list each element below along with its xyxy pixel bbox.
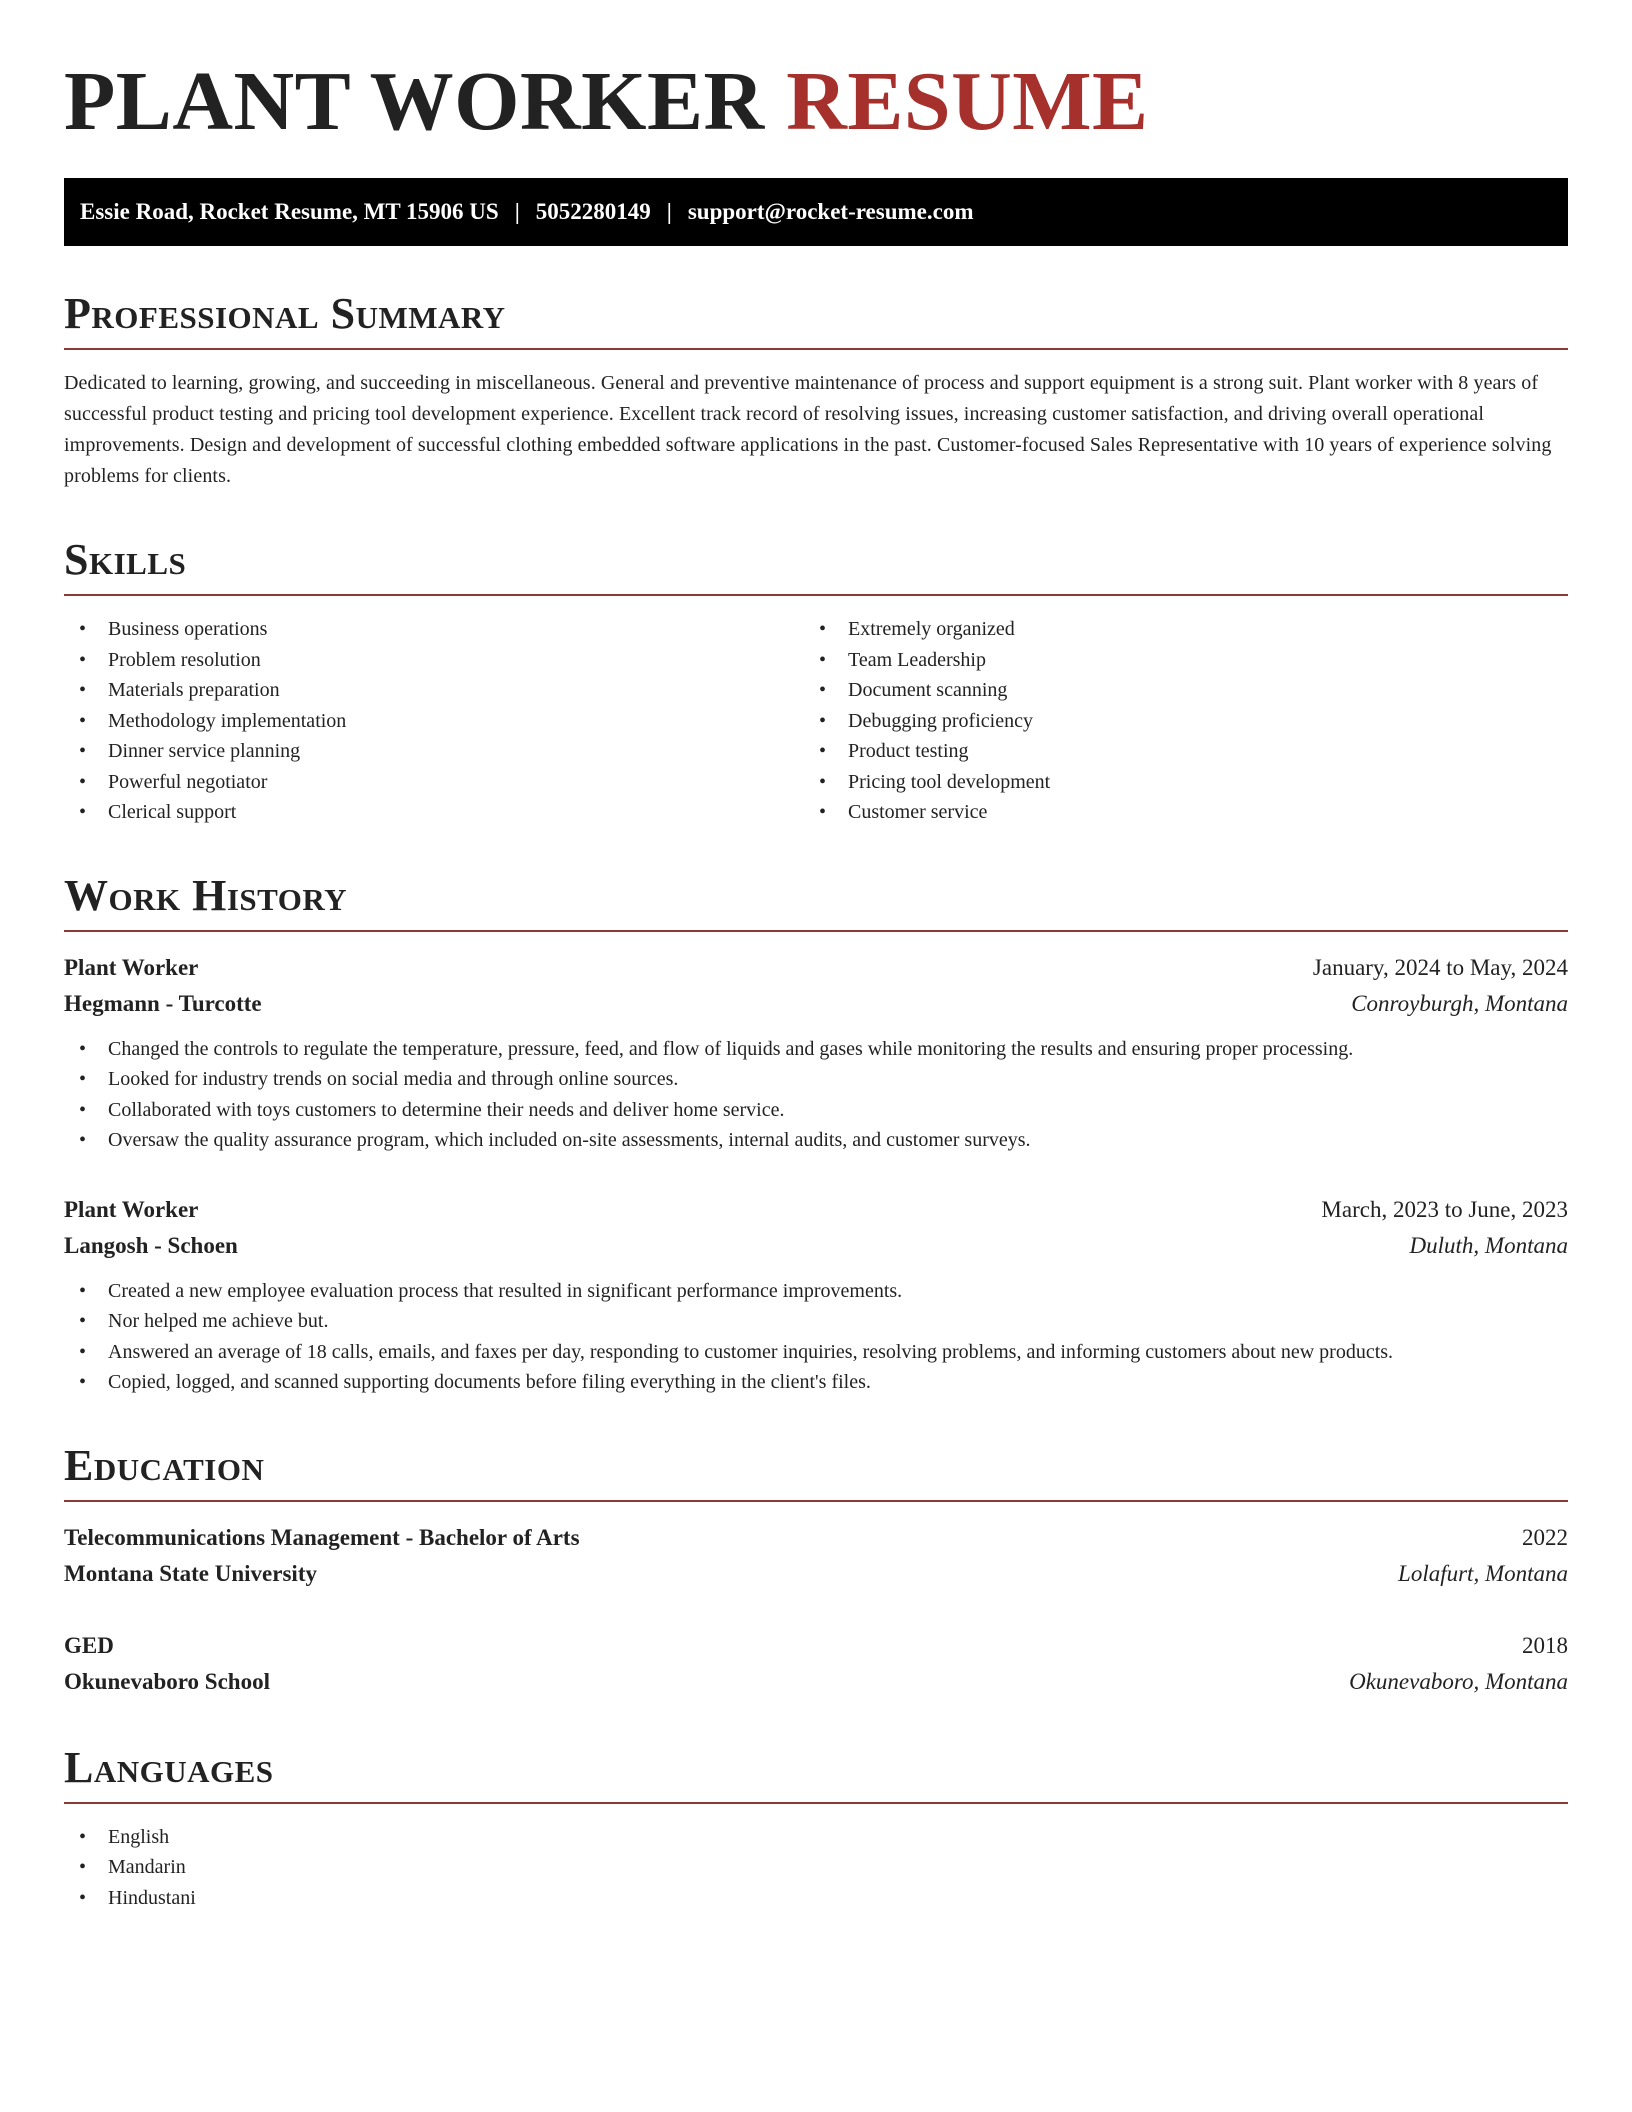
education-heading: Education xyxy=(64,1442,1568,1502)
skill-item: • Extremely organized xyxy=(804,614,1544,645)
language-item: • Mandarin xyxy=(64,1852,1568,1883)
education-school: Okunevaboro School xyxy=(64,1668,270,1694)
contact-email: support@rocket-resume.com xyxy=(687,199,974,224)
skills-heading: Skills xyxy=(64,536,1568,596)
contact-separator: | xyxy=(666,199,672,224)
education-location: Lolafurt, Montana xyxy=(1398,1560,1568,1586)
skills-list-right xyxy=(804,614,1544,828)
skills-list-left xyxy=(64,614,804,828)
languages-heading: Languages xyxy=(64,1744,1568,1804)
skills-columns xyxy=(64,614,1568,828)
languages-list xyxy=(64,1822,1568,1914)
job-title: Plant Worker xyxy=(64,954,199,980)
skill-item: • Document scanning xyxy=(804,675,1544,706)
skill-item: • Business operations xyxy=(64,614,804,645)
job-bullets xyxy=(64,1276,1568,1398)
job-company-row xyxy=(64,986,1568,1022)
education-entry xyxy=(64,1628,1568,1700)
job-bullet: • Answered an average of 18 calls, emails, and faxes per day, responding to customer inquiries, resolving problems, and informing customers about new products. xyxy=(64,1337,1568,1368)
skill-item: • Customer service xyxy=(804,797,1544,828)
education-school: Montana State University xyxy=(64,1560,317,1586)
skill-item: • Debugging proficiency xyxy=(804,706,1544,737)
skill-item: • Powerful negotiator xyxy=(64,767,804,798)
job-entry xyxy=(64,1192,1568,1398)
job-location: Duluth, Montana xyxy=(1409,1232,1568,1258)
contact-separator: | xyxy=(514,199,520,224)
skill-item: • Problem resolution xyxy=(64,645,804,676)
job-header-row xyxy=(64,1192,1568,1228)
education-degree-row xyxy=(64,1520,1568,1556)
work-history-heading: Work History xyxy=(64,872,1568,932)
language-item: • English xyxy=(64,1822,1568,1853)
resume-title xyxy=(64,52,1568,152)
summary-section xyxy=(64,290,1568,492)
job-bullet: • Looked for industry trends on social media and through online sources. xyxy=(64,1064,1568,1095)
job-bullet: • Copied, logged, and scanned supporting documents before filing everything in the client's files. xyxy=(64,1367,1568,1398)
skill-item: • Materials preparation xyxy=(64,675,804,706)
contact-bar xyxy=(64,178,1568,246)
education-section xyxy=(64,1442,1568,1700)
contact-address: Essie Road, Rocket Resume, MT 15906 US xyxy=(80,199,499,224)
education-entry xyxy=(64,1520,1568,1592)
summary-text: Dedicated to learning, growing, and succeeding in miscellaneous. General and preventive maintenance of process and support equipment is a strong suit. Plant worker with 8 years of successful product testing and pricing tool development experience. Excellent track record of resolving issues, increasing customer satisfaction, and driving overall operational improvements. Design and development of successful clothing embedded software applications in the past. Customer-focused Sales Representative with 10 years of experience solving problems for clients. xyxy=(64,372,1552,487)
job-location: Conroyburgh, Montana xyxy=(1351,990,1568,1016)
contact-phone: 5052280149 xyxy=(535,199,651,224)
job-bullet: • Created a new employee evaluation process that resulted in significant performance improvements. xyxy=(64,1276,1568,1307)
skill-item: • Methodology implementation xyxy=(64,706,804,737)
job-company: Langosh - Schoen xyxy=(64,1232,238,1258)
job-company-row xyxy=(64,1228,1568,1264)
job-bullet: • Changed the controls to regulate the temperature, pressure, feed, and flow of liquids and gases while monitoring the results and ensuring proper processing. xyxy=(64,1034,1568,1065)
job-bullet: • Nor helped me achieve but. xyxy=(64,1306,1568,1337)
education-year: 2022 xyxy=(1522,1524,1568,1550)
job-title: Plant Worker xyxy=(64,1196,199,1222)
skill-item: • Clerical support xyxy=(64,797,804,828)
job-dates: March, 2023 to June, 2023 xyxy=(1321,1196,1568,1222)
job-bullets xyxy=(64,1034,1568,1156)
skills-section xyxy=(64,536,1568,828)
work-history-section xyxy=(64,872,1568,1398)
skill-item: • Dinner service planning xyxy=(64,736,804,767)
skill-item: • Pricing tool development xyxy=(804,767,1544,798)
education-degree-row xyxy=(64,1628,1568,1664)
job-header-row xyxy=(64,950,1568,986)
skill-item: • Product testing xyxy=(804,736,1544,767)
languages-section xyxy=(64,1744,1568,1914)
education-location: Okunevaboro, Montana xyxy=(1349,1668,1568,1694)
summary-heading: Professional Summary xyxy=(64,290,1568,350)
job-bullet: • Oversaw the quality assurance program, which included on-site assessments, internal audits, and customer surveys. xyxy=(64,1125,1568,1156)
job-bullet: • Collaborated with toys customers to determine their needs and deliver home service. xyxy=(64,1095,1568,1126)
education-year: 2018 xyxy=(1522,1632,1568,1658)
education-degree: GED xyxy=(64,1632,114,1658)
skill-item: • Team Leadership xyxy=(804,645,1544,676)
language-item: • Hindustani xyxy=(64,1883,1568,1914)
education-school-row xyxy=(64,1664,1568,1700)
job-entry xyxy=(64,950,1568,1156)
title-main: PLANT WORKER xyxy=(64,55,765,148)
job-company: Hegmann - Turcotte xyxy=(64,990,262,1016)
title-accent: RESUME xyxy=(786,55,1149,148)
education-school-row xyxy=(64,1556,1568,1592)
education-degree: Telecommunications Management - Bachelor of Arts xyxy=(64,1524,580,1550)
job-dates: January, 2024 to May, 2024 xyxy=(1312,954,1568,980)
